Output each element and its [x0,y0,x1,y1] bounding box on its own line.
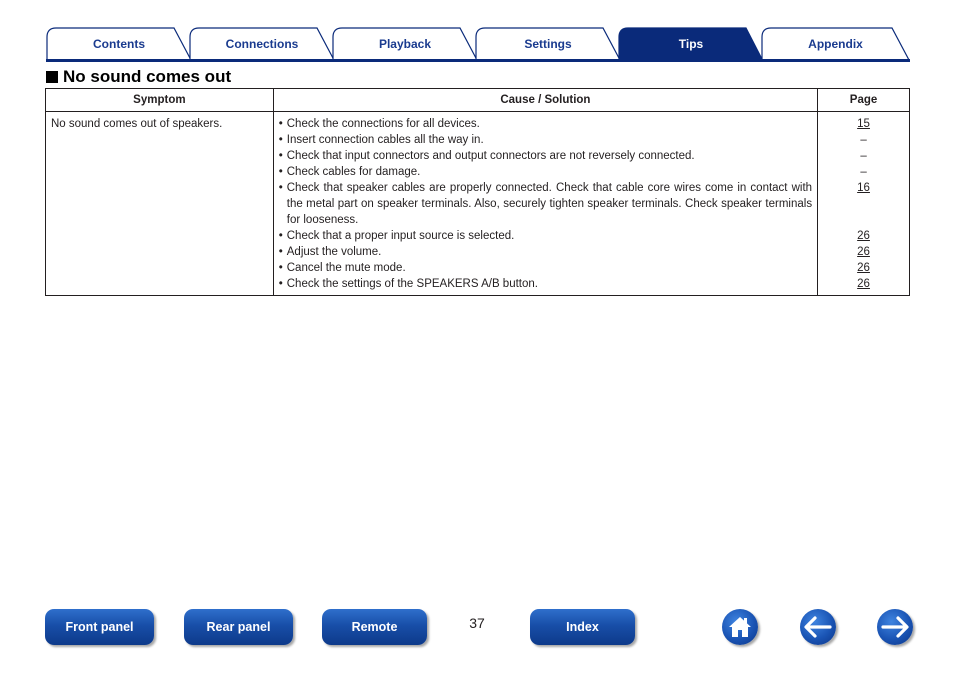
bullet: • [278,246,283,258]
page-link[interactable]: 16 [857,182,870,194]
list-item [279,228,812,244]
cause-text: Check the settings of the SPEAKERS A/B button. [286,278,538,290]
tab-underline [46,59,910,62]
page-cell [818,112,910,296]
cause-text: Cancel the mute mode. [286,262,406,274]
tab-playback[interactable] [332,27,478,60]
tab-settings[interactable] [475,27,621,60]
cause-text: Check that input connectors and output connectors are not reversely connected. [286,150,695,162]
bullet: • [278,262,283,274]
remote-button[interactable] [322,609,427,645]
rear-panel-label: Rear panel [206,620,271,634]
cause-text: Check that speaker cables are properly connected. Check that cable core wires come in contact with the metal part on speaker terminals. Also, securely tighten speaker terminals. Check speaker terminals for looseness. [286,182,813,226]
list-item [279,116,812,132]
page-ref-wrapper [823,180,904,228]
square-bullet-icon [46,71,58,83]
index-label: Index [566,620,599,634]
tab-contents[interactable] [46,27,192,60]
tab-connections[interactable] [189,27,335,60]
forward-button[interactable] [877,609,913,645]
table-header-row [46,89,910,112]
section-heading [46,67,231,87]
bullet: • [278,166,283,178]
page-ref: – [860,166,867,178]
bullet: • [278,230,283,242]
page-ref: – [860,150,867,162]
troubleshooting-table [45,88,910,296]
list-item [279,164,812,180]
tab-tips[interactable] [618,27,764,60]
front-panel-button[interactable] [45,609,154,645]
tab-label: Tips [678,37,704,51]
page-link[interactable]: 26 [857,230,870,242]
list-item [279,148,812,164]
remote-label: Remote [351,620,398,634]
list-item [279,276,812,292]
cause-text: Check cables for damage. [286,166,421,178]
tab-label: Connections [225,37,299,51]
page-link[interactable]: 26 [857,262,870,274]
index-button[interactable] [530,609,635,645]
home-icon [727,614,753,640]
header-page: Page [818,89,910,112]
list-item [279,132,812,148]
cause-text: Adjust the volume. [286,246,382,258]
tab-label: Appendix [808,37,863,51]
page-link[interactable]: 15 [857,118,870,130]
tab-label: Settings [524,37,572,51]
header-symptom: Symptom [46,89,274,112]
cause-text: Insert connection cables all the way in. [286,134,484,146]
home-button[interactable] [722,609,758,645]
front-panel-label: Front panel [65,620,134,634]
bullet: • [278,182,283,194]
list-item [279,260,812,276]
page-ref: – [860,134,867,146]
section-title: No sound comes out [63,67,232,86]
back-button[interactable] [800,609,836,645]
arrow-left-icon [804,616,832,638]
page-link[interactable]: 26 [857,278,870,290]
cause-cell [273,112,817,296]
tab-appendix[interactable] [761,27,910,60]
cause-text: Check that a proper input source is selected. [286,230,515,242]
table-row [46,112,910,296]
page-number: 37 [469,615,485,631]
list-item [279,180,812,228]
header-cause: Cause / Solution [273,89,817,112]
symptom-cell [46,112,274,296]
list-item [279,244,812,260]
tab-label: Playback [378,37,432,51]
bullet: • [278,118,283,130]
bullet: • [278,134,283,146]
bullet: • [278,278,283,290]
arrow-right-icon [881,616,909,638]
tab-bar [46,27,910,62]
rear-panel-button[interactable] [184,609,293,645]
cause-text: Check the connections for all devices. [286,118,480,130]
page-link[interactable]: 26 [857,246,870,258]
bullet: • [278,150,283,162]
symptom-text: No sound comes out of speakers. [51,118,223,130]
tab-label: Contents [93,37,145,51]
